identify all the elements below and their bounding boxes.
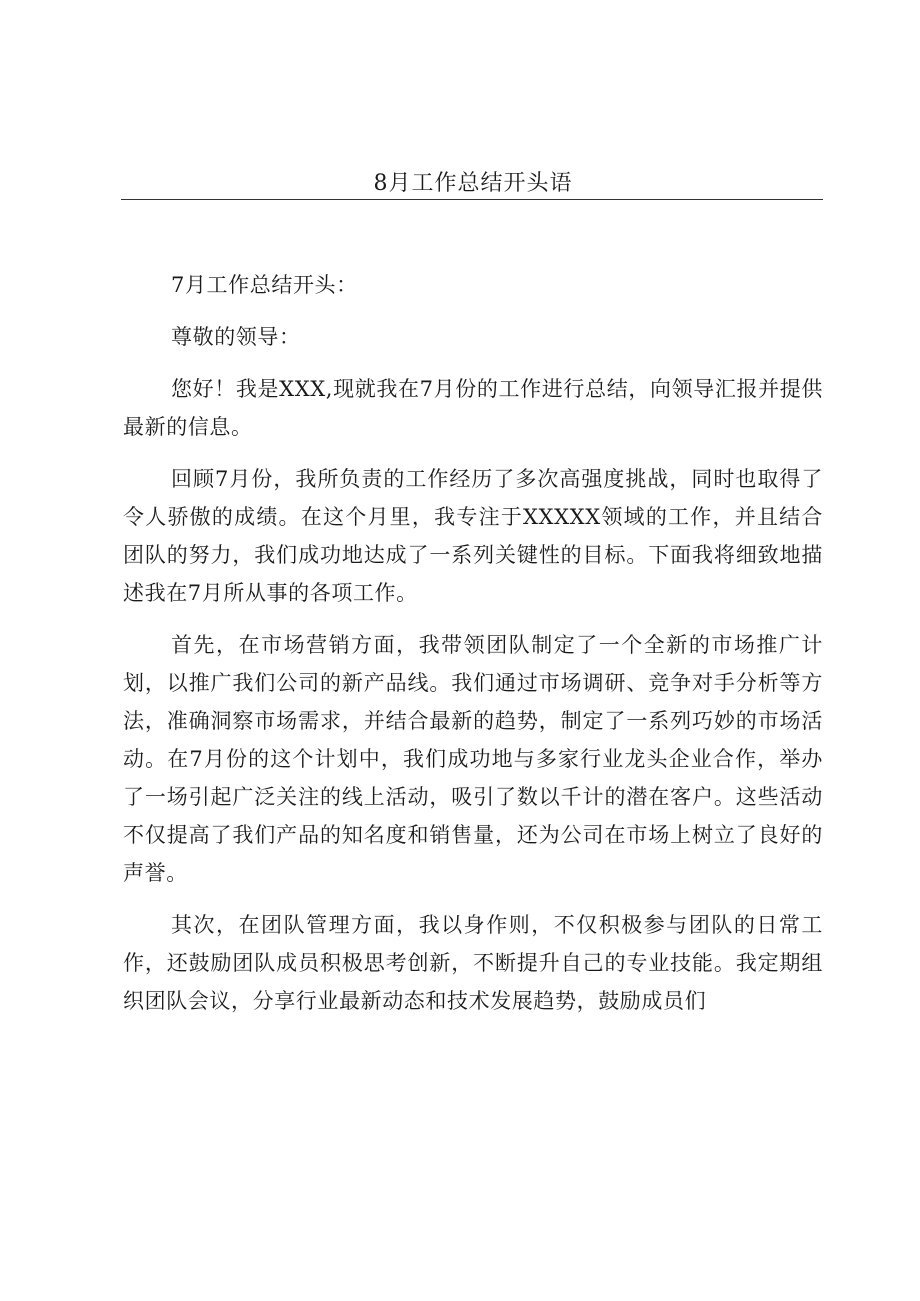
paragraph-team-management: 其次，在团队管理方面，我以身作则，不仅积极参与团队的日常工作，还鼓励团队成员积极思考创新，不断提升自己的专业技能。我定期组织团队会议，分享行业最新动态和技术发展趋势，鼓励成员们 bbox=[123, 913, 823, 1013]
paragraph-salutation: 尊敬的领导： bbox=[171, 325, 301, 349]
paragraph-heading: 7月工作总结开头： bbox=[171, 273, 358, 297]
paragraph-greeting: 您好！我是XXX,现就我在7月份的工作进行总结，向领导汇报并提供最新的信息。 bbox=[123, 377, 823, 439]
paragraph-marketing: 首先，在市场营销方面，我带领团队制定了一个全新的市场推广计划，以推广我们公司的新产品线。我们通过市场调研、竞争对手分析等方法，准确洞察市场需求，并结合最新的趋势，制定了一系列巧妙的市场活动。在7月份的这个计划中，我们成功地与多家行业龙头企业合作，举办了一场引起广泛关注的线上活动，吸引了数以千计的潜在客户。这些活动不仅提高了我们产品的知名度和销售量，还为公司在市场上树立了良好的声誉。 bbox=[123, 633, 823, 885]
title-underline bbox=[121, 199, 823, 200]
paragraph-review: 回顾7月份，我所负责的工作经历了多次高强度挑战，同时也取得了令人骄傲的成绩。在这个月里，我专注于XXXXX领域的工作，并且结合团队的努力，我们成功地达成了一系列关键性的目标。下面我将细致地描述我在7月所从事的各项工作。 bbox=[123, 467, 823, 605]
document-title: 8月工作总结开头语 bbox=[373, 171, 573, 196]
document-body bbox=[123, 266, 823, 1020]
